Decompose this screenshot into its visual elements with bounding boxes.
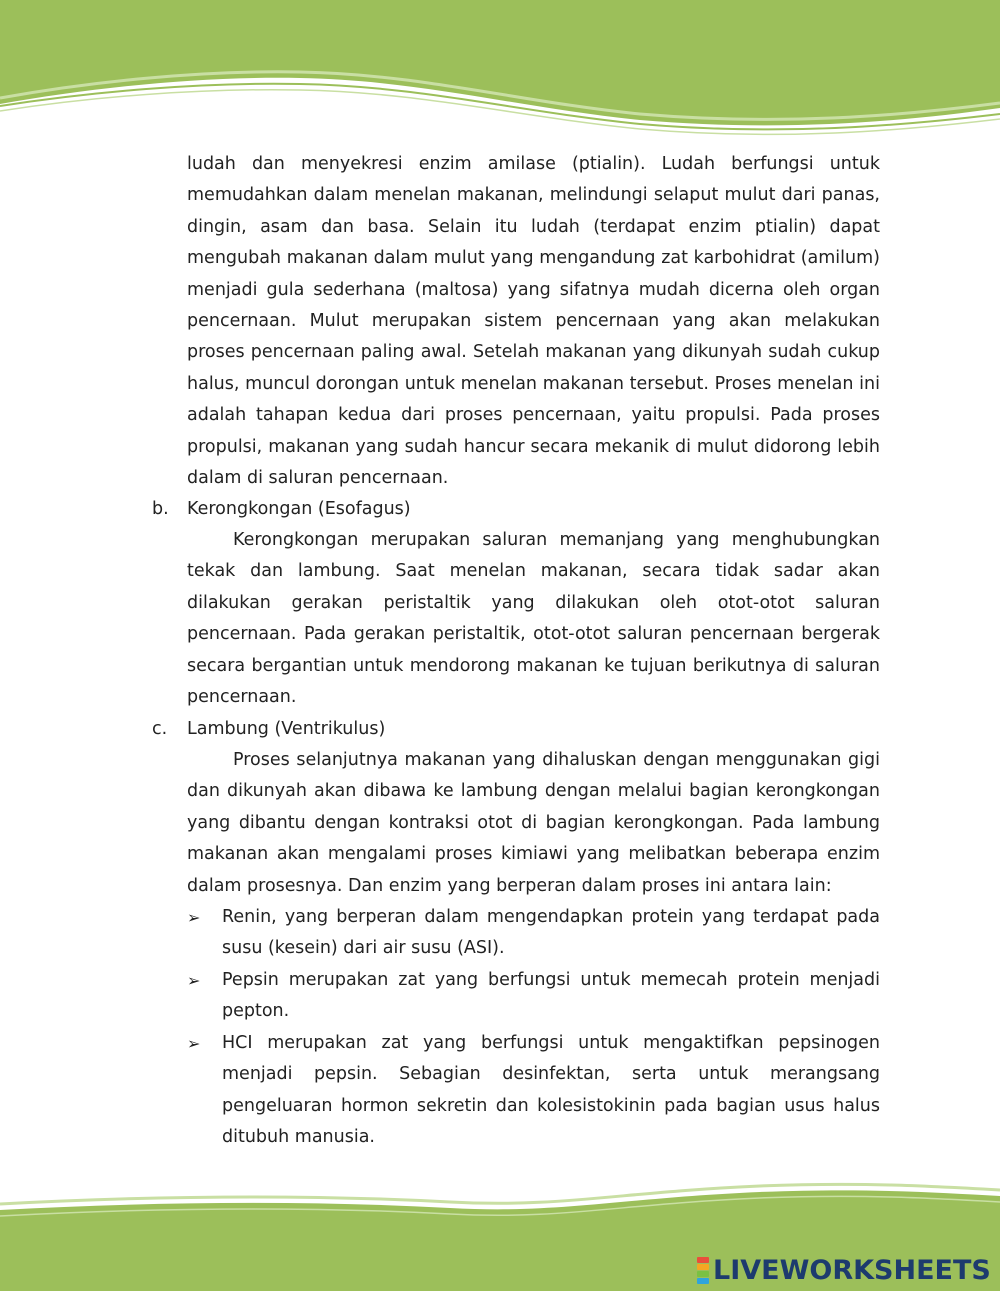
arrow-bullet-icon: ➢ — [187, 971, 201, 990]
intro-paragraph: ludah dan menyekresi enzim amilase (ptialin). Ludah berfungsi untuk memudahkan dalam menelan makanan, melindungi selaput mulut dari panas, dingin, asam dan basa. Selain itu ludah (terdapat enzim ptialin) dapat mengubah makanan dalam mulut yang mengandung zat karbohidrat (amilum) menjadi gula sederhana (maltosa) yang sifatnya mudah dicerna oleh organ pencernaan. Mulut merupakan sistem pencernaan yang akan melakukan proses pencernaan paling awal. Setelah makanan yang dikunyah sudah cukup halus, muncul dorongan untuk menelan makanan tersebut. Proses menelan ini adalah tahapan kedua dari proses pencernaan, yaitu propulsi. Pada proses propulsi, makanan yang sudah hancur secara mekanik di mulut didorong lebih dalam di saluran pencernaan. — [187, 154, 880, 489]
header-wave — [0, 0, 1000, 150]
list-item-text: HCI merupakan zat yang berfungsi untuk mengaktifkan pepsinogen menjadi pepsin. Sebagian desinfektan, serta untuk merangsang pengeluaran hormon sekretin dan kolesistokinin pada bagian usus halus ditubuh manusia. — [222, 1033, 880, 1148]
section-b-letter: b. — [152, 499, 169, 519]
section-c-letter: c. — [152, 719, 168, 739]
section-b-paragraph: Kerongkongan merupakan saluran memanjang yang menghubungkan tekak dan lambung. Saat menelan makanan, secara tidak sadar akan dilakukan gerakan peristaltik yang dilakukan oleh otot-otot saluran pencernaan. Pada gerakan peristaltik, otot-otot saluran pencernaan bergerak secara bergantian untuk mendorong makanan ke tujuan berikutnya di saluran pencernaan. — [187, 530, 880, 708]
enzyme-list-3 — [187, 1028, 880, 1154]
logo-badge-icon — [697, 1256, 709, 1284]
arrow-bullet-icon: ➢ — [187, 1034, 201, 1053]
list-item-text: Renin, yang berperan dalam mengendapkan protein yang terdapat pada susu (kesein) dari air susu (ASI). — [222, 907, 880, 959]
list-item — [187, 965, 880, 1028]
section-b-title: Kerongkongan (Esofagus) — [187, 499, 411, 519]
enzyme-list-2 — [187, 965, 880, 1028]
section-c-title: Lambung (Ventrikulus) — [187, 719, 386, 739]
liveworksheets-logo — [697, 1253, 992, 1287]
list-item — [187, 1028, 880, 1154]
logo-text: LIVEWORKSHEETS — [713, 1254, 991, 1286]
enzyme-list — [187, 902, 880, 965]
list-item-text: Pepsin merupakan zat yang berfungsi untuk memecah protein menjadi pepton. — [222, 970, 880, 1022]
list-item — [187, 902, 880, 965]
section-c-paragraph: Proses selanjutnya makanan yang dihaluskan dengan menggunakan gigi dan dikunyah akan dibawa ke lambung dengan melalui bagian kerongkongan yang dibantu dengan kontraksi otot di bagian kerongkongan. Pada lambung makanan akan mengalami proses kimiawi yang melibatkan beberapa enzim dalam prosesnya. Dan enzim yang berperan dalam proses ini antara lain: — [187, 750, 880, 896]
arrow-bullet-icon: ➢ — [187, 908, 201, 927]
